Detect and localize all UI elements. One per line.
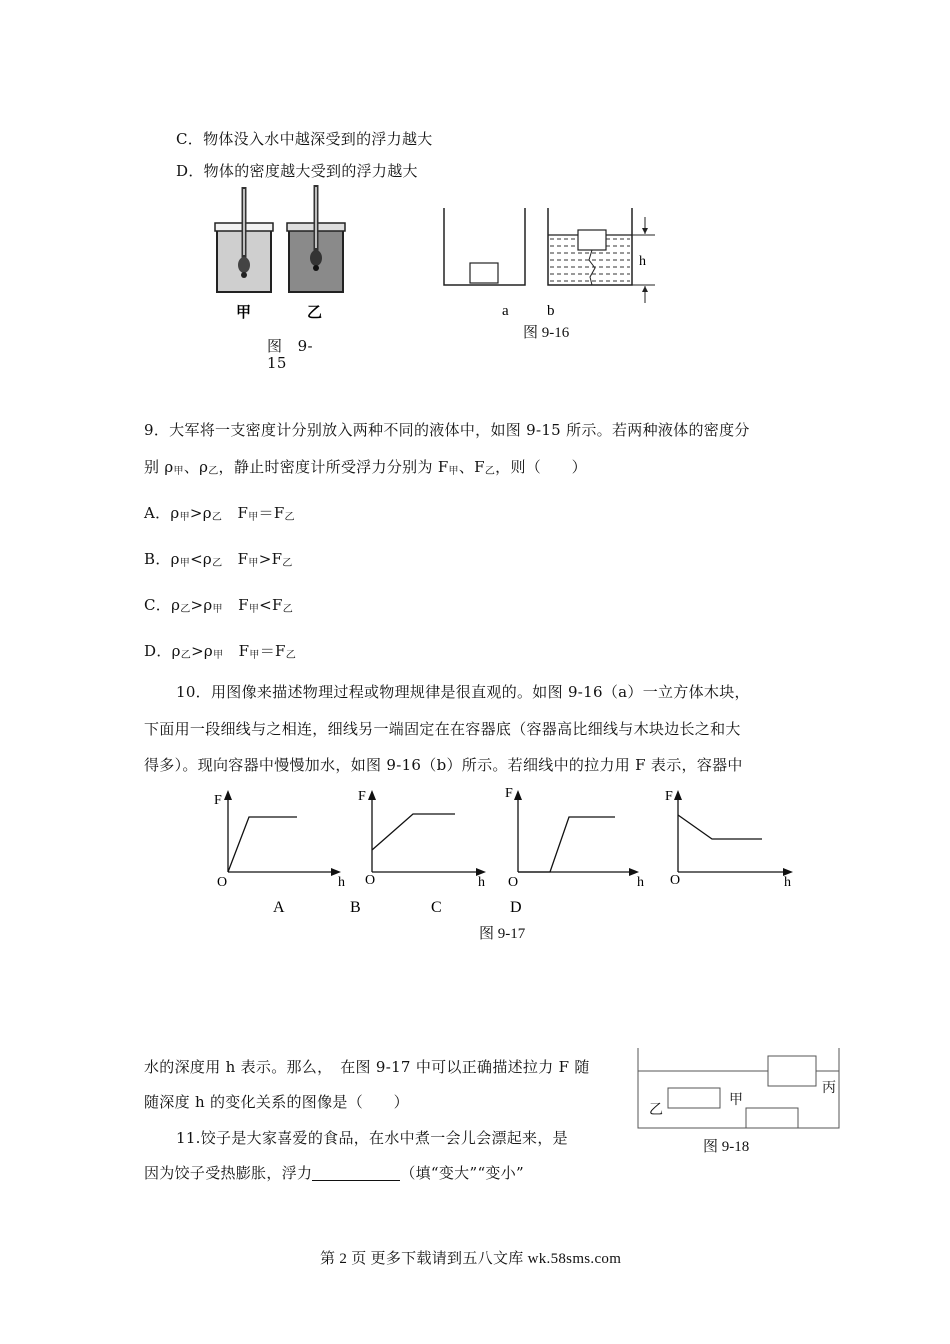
q10-line4: 水的深度用 h 表示。那么， 在图 9-17 中可以正确描述拉力 F 随: [144, 1058, 590, 1076]
q10-line5: 随深度 h 的变化关系的图像是（ ）: [144, 1093, 409, 1111]
fig-9-16-caption: 图 9-16: [523, 325, 570, 341]
axis-h-d: h: [784, 875, 791, 890]
origin-b: O: [365, 873, 376, 888]
label-jia-918: 甲: [729, 1093, 743, 1108]
q9-stem-line1: 9．大军将一支密度计分别放入两种不同的液体中，如图 9-15 所示。若两种液体的密度分: [144, 421, 750, 439]
label-h: h: [639, 254, 646, 269]
fig-9-17-caption: 图 9-17: [479, 926, 526, 942]
label-yi-918: 乙: [649, 1103, 663, 1118]
answer-blank[interactable]: [312, 1166, 400, 1181]
axis-h-a: h: [338, 875, 345, 890]
q9-option-b: B．$\rho_甲<\rho_乙$ $F_甲>F_乙$: [144, 550, 293, 569]
option-d: D．物体的密度越大受到的浮力越大: [176, 162, 418, 180]
label-jia: 甲: [236, 305, 252, 321]
graph-a: [228, 796, 335, 872]
container-b: [548, 208, 655, 303]
graph-label-b: B: [350, 899, 361, 916]
graph-label-c: C: [431, 899, 442, 916]
figure-9-15: [205, 185, 355, 325]
q10-line2: 下面用一段细线与之相连，细线另一端固定在在容器底（容器高比细线与木块边长之和大: [144, 720, 741, 738]
q10-line1: 10．用图像来描述物理过程或物理规律是很直观的。如图 9-16（a）一立方体木块，: [176, 683, 750, 701]
axis-h-b: h: [478, 875, 485, 890]
axis-h-c: h: [637, 875, 644, 890]
q9-option-c: C．$\rho_乙>\rho_甲$ $F_甲<F_乙$: [144, 596, 294, 615]
q9-option-a: A．$\rho_甲>\rho_乙$ $F_甲=F_乙$: [144, 504, 295, 523]
graph-c: [518, 796, 633, 872]
option-c: C．物体没入水中越深受到的浮力越大: [176, 130, 433, 148]
axis-f-c: F: [505, 786, 513, 801]
q11-line2: 因为饺子受热膨胀，浮力 （填“变大”“变小”: [144, 1164, 524, 1182]
label-yi: 乙: [307, 305, 323, 321]
fig-9-18-caption: 图 9-18: [703, 1139, 750, 1155]
q9-stem-line2: 别 $\rho_甲$、$\rho_乙$，静止时密度计所受浮力分别为 $F_甲$、$F_乙$，则（ ）: [144, 458, 587, 477]
fig-9-15-caption-1: 图 9-: [267, 337, 313, 355]
beaker-jia: [215, 187, 273, 292]
origin-c: O: [508, 875, 519, 890]
container-a: [444, 208, 525, 285]
q9-option-d: D．$\rho_乙>\rho_甲$ $F_甲=F_乙$: [144, 642, 297, 661]
axis-f-d: F: [665, 789, 673, 804]
q11-line1: 11.饺子是大家喜爱的食品，在水中煮一会儿会漂起来，是: [176, 1129, 568, 1147]
label-b: b: [547, 303, 555, 319]
figure-9-16: [440, 205, 670, 320]
axis-f-b: F: [358, 789, 366, 804]
figure-9-17: [205, 782, 805, 922]
page-footer: 第 2 页 更多下载请到五八文库 wk.58sms.com: [320, 1251, 622, 1267]
graph-label-d: D: [510, 899, 522, 916]
beaker-yi: [287, 185, 345, 292]
figure-9-18: [636, 1046, 842, 1130]
graph-b: [372, 796, 480, 872]
label-a: a: [502, 303, 509, 319]
graph-label-a: A: [273, 899, 285, 916]
fig-9-15-caption-2: 15: [267, 354, 287, 372]
q10-line3: 得多）。现向容器中慢慢加水，如图 9-16（b）所示。若细线中的拉力用 F 表示，容器中: [144, 756, 743, 774]
origin-a: O: [217, 875, 228, 890]
origin-d: O: [670, 873, 681, 888]
label-bing: 丙: [822, 1081, 836, 1096]
axis-f-a: F: [214, 793, 222, 808]
graph-d: [678, 796, 787, 872]
